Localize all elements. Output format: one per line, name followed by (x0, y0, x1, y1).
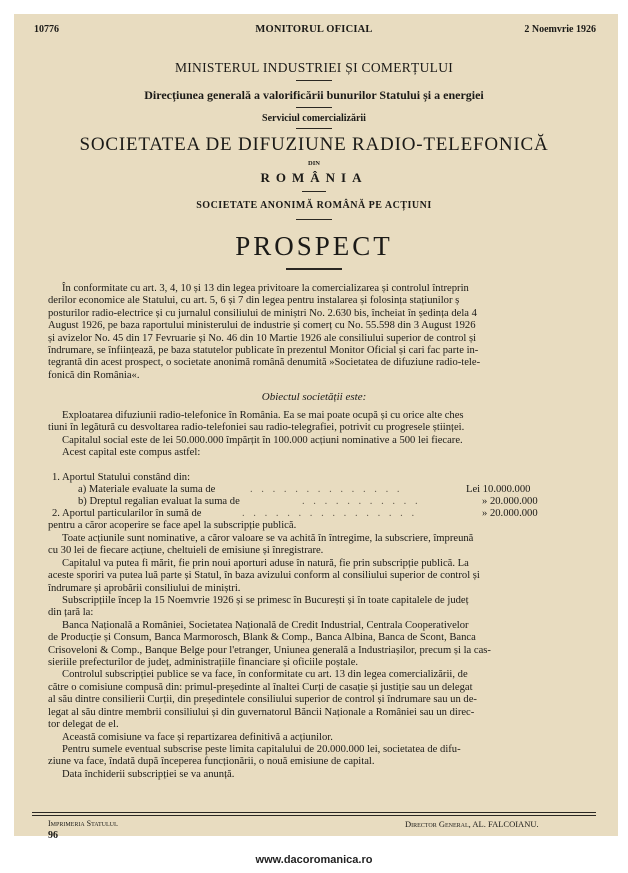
text-line: de Producție și Consum, Banca Marmorosch, Blank & Comp., Banca Albina, Banca de Scont, Banca (48, 632, 476, 644)
company-name: SOCIETATEA DE DIFUZIUNE RADIO-TELEFONICĂ (79, 134, 549, 155)
section-heading: Obiectul societății este: (261, 391, 367, 403)
text-line: fonică din România«. (48, 369, 140, 381)
materials-value: Lei 10.000.000 (466, 484, 531, 495)
text-line: August 1926, pe baza raportului ministerului de industrie și comerț cu No. 55.598 din 3 August 1926 (48, 320, 476, 332)
subscription-note: pentru a căror acoperire se face apel la subscripție publică. (48, 520, 297, 531)
footer-rule (32, 815, 596, 816)
text-line: ziune va face, îndată după începerea funcționării, o nouă emisiune de capital. (48, 756, 375, 768)
dot-leader: . . . . . . . . . . . (302, 496, 421, 507)
text-line: Data închiderii subscripției se va anunță. (62, 768, 235, 780)
text-line: Banca Națională a României, Societatea Națională de Credit Industrial, Centrala Cooperativelor (62, 619, 469, 631)
text-line: posturilor radio-electrice și cu jurnalul consiliului de miniștri No. 2.630 bis, încheiat în ședința dela 4 (48, 307, 477, 319)
company-type: SOCIETATE ANONIMĂ ROMÂNĂ PE ACȚIUNI (196, 200, 432, 211)
publication-title: MONITORUL OFICIAL (255, 24, 373, 35)
regalian-right-value: » 20.000.000 (482, 496, 538, 507)
text-line: tor delegat de el. (48, 719, 119, 731)
text-line: îndrumare, se înființează, pe baza statutelor publicate în prezentul Monitor Oficial și cari fac parte in- (48, 345, 479, 357)
text-line: îndrumare și aprobării consiliului de miniștri. (48, 582, 241, 594)
body-text (48, 533, 578, 781)
ministry-name: MINISTERUL INDUSTRIEI ȘI COMERȚULUI (174, 60, 454, 75)
din-label: DIN (308, 160, 320, 167)
divider (286, 268, 342, 270)
prospect-title: PROSPECT (235, 231, 393, 261)
text-line: Crisoveloni & Comp., Banque Belge pour l'etranger, Uniunea generală a Industriașilor, precum și la cas- (48, 644, 491, 656)
text-line: cu 30 lei de fiecare acțiune, cheltuieli de emisiune și înregistrare. (48, 545, 324, 557)
materials-label: a) Materiale evaluate la suma de (78, 484, 216, 495)
text-line: tegrantă din acest prospect, o societate anonimă română denumită »Societatea de difuziune radio-tele- (48, 357, 481, 369)
capital-line: Capitalul social este de lei 50.000.000 împărțit în 100.000 acțiuni nominative a 500 lei fiecare. (62, 434, 463, 446)
text-line: tiuni în legătură cu desvoltarea radio-telefoniei sau radio-telegrafiei, potrivit cu progresele științei. (48, 422, 465, 434)
text-line: sieriile prefecturilor de județ, administrațiile financiare și oficiile poștale. (48, 657, 359, 669)
intro-paragraph (48, 283, 578, 382)
private-contribution-label: 2. Aportul particularilor în sumă de (52, 508, 202, 519)
object-paragraph (48, 410, 578, 460)
divider (296, 128, 332, 129)
text-line: aceste sporiri va putea luă parte și Statul, în baza avizului conform al consiliului superior de control și (48, 570, 480, 582)
dot-leader: . . . . . . . . . . . . . . . . (242, 508, 418, 519)
text-line: din țară la: (48, 607, 94, 619)
divider (302, 191, 326, 192)
capital-composition: Acest capital este compus astfel: (62, 447, 201, 459)
text-line: derilor economice ale Statului, cu art. 5, 6 și 7 din legea pentru instalarea și folosința stațiunilor ș (48, 295, 460, 307)
regalian-right-label: b) Dreptul regalian evaluat la suma de (78, 496, 240, 507)
divider (296, 219, 332, 220)
text-line: legat al său dintre membrii consiliului și din guvernatorul Băncii Naționale a României sau un direc- (48, 706, 475, 718)
text-line: Această comisiune va face și repartizarea definitivă a acțiunilor. (62, 731, 333, 743)
text-line: și avizelor No. 45 din 17 Fevruarie și No. 46 din 10 Martie 1926 ale consiliului superior de control și (48, 332, 477, 344)
publication-date: 2 Noemvrie 1926 (524, 24, 596, 35)
printer-name: Imprimeria Statului. (48, 819, 118, 828)
directorate-name: Direcțiunea generală a valorificării bunurilor Statului și a energiei (144, 88, 484, 102)
service-name: Serviciul comercializării (262, 113, 366, 124)
country-name: ROMÂNIA (260, 170, 368, 185)
text-line: al său dintre consilierii Curții, din președintele consiliului superior de control și îndrumare sau un de- (48, 694, 477, 706)
text-line: Subscripțiile încep la 15 Noemvrie 1926 și se primesc în București și în toate capitalele de județ (62, 595, 469, 607)
private-contribution-value: » 20.000.000 (482, 508, 538, 519)
footer-number: 96 (48, 830, 58, 841)
text-line: Capitalul va putea fi mărit, fie prin noui aporturi aduse în natură, fie prin subscripție publică. La (62, 557, 469, 569)
dot-leader: . . . . . . . . . . . . . . (250, 484, 403, 495)
text-line: Toate acțiunile sunt nominative, a căror valoare se va achită în întregime, la subscriere, împreună (62, 533, 474, 544)
text-line: În conformitate cu art. 3, 4, 10 și 13 din legea privitoare la comercializarea și controlul întreprin (62, 283, 469, 294)
text-line: Controlul subscripției publice se va face, în conformitate cu art. 13 din legea comercializării, de (62, 669, 468, 681)
director-signature: Director General, AL. FALCOIANU. (405, 819, 539, 829)
text-line: Pentru sumele eventual subscrise peste limita capitalului de 20.000.000 lei, societatea de difu- (62, 743, 461, 755)
page-number: 10776 (34, 24, 59, 35)
watermark-url: www.dacoromanica.ro (255, 854, 373, 866)
divider (296, 107, 332, 108)
state-contribution-label: 1. Aportul Statului constând din: (52, 472, 191, 483)
divider (296, 80, 332, 81)
text-line: către o comisiune compusă din: primul-președinte al înaltei Curți de casație și justiție sau un delegat (48, 681, 473, 693)
text-line: Exploatarea difuziunii radio-telefonice în România. Ea se mai poate ocupă și cu orice alte ches (62, 410, 464, 421)
footer-rule (32, 812, 596, 813)
